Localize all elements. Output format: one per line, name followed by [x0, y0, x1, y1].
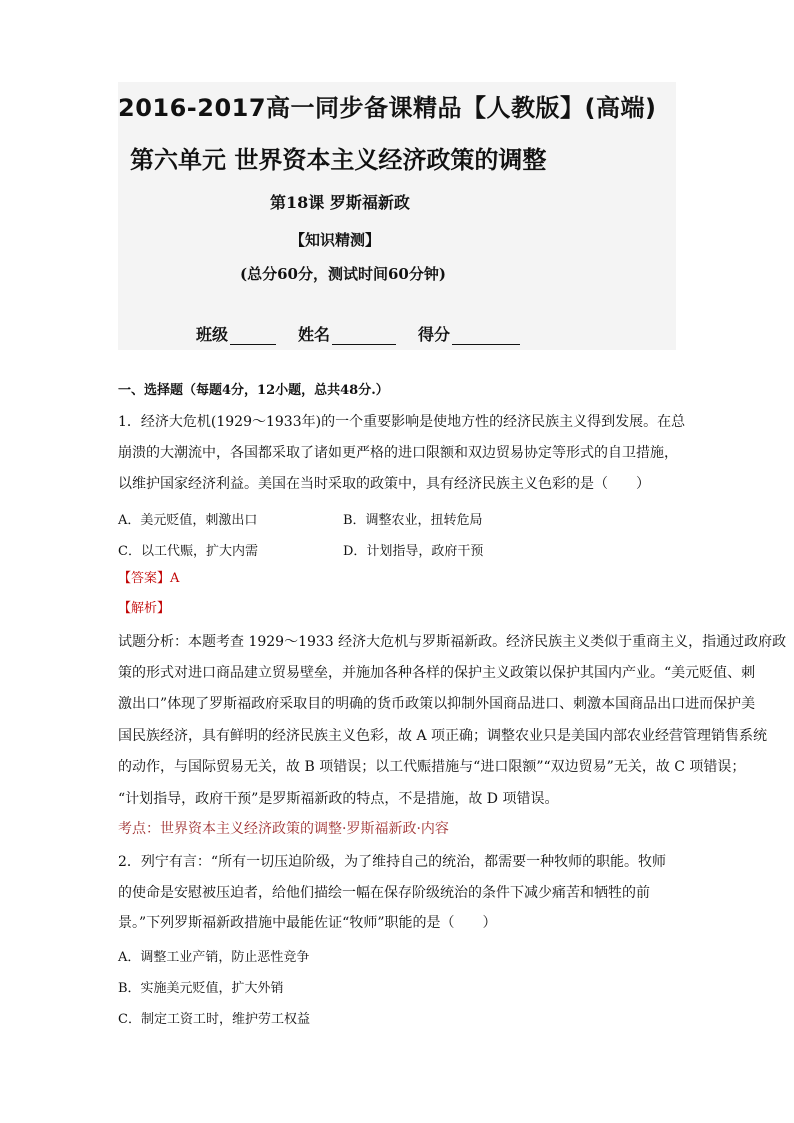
q2-line-3: 景。”下列罗斯福新政措施中最能佐证“牧师”职能的是（ ）: [118, 915, 497, 931]
q1-answer: 【答案】A: [118, 571, 180, 586]
q1-option-d: D．计划指导，政府干预: [343, 544, 484, 559]
score-info: (总分60分，测试时间60分钟): [240, 265, 446, 283]
q1-line-3: 以维护国家经济利益。美国在当时采取的政策中，具有经济民族主义色彩的是（ ）: [118, 476, 650, 492]
unit-title: 第六单元 世界资本主义经济政策的调整: [130, 146, 547, 174]
section-title: 一、选择题（每题4分，12小题，总共48分.）: [118, 383, 389, 398]
score-blank: [452, 328, 520, 345]
q1-line-1: 1．经济大危机(1929～1933年)的一个重要影响是使地方性的经济民族主义得到发展。在总: [118, 414, 686, 430]
score-label: 得分: [418, 325, 451, 344]
name-label: 姓名: [298, 325, 331, 344]
class-field: [196, 322, 276, 345]
q2-line-1: 2．列宁有言：“所有一切压迫阶级，为了维持自己的统治，都需要一种牧师的职能。牧师: [118, 854, 667, 870]
q2-option-a: A．调整工业产销，防止恶性竞争: [118, 950, 310, 965]
q2-option-b: B．实施美元贬值，扩大外销: [118, 981, 284, 996]
class-blank: [230, 328, 276, 345]
q1-analysis-line-6: “计划指导，政府干预”是罗斯福新政的特点，不是措施，故 D 项错误。: [118, 791, 559, 807]
q1-line-2: 崩溃的大潮流中，各国都采取了诸如更严格的进口限额和双边贸易协定等形式的自卫措施，: [118, 445, 678, 461]
q1-analysis-line-1: 试题分析：本题考查 1929～1933 经济大危机与罗斯福新政。经济民族主义类似于重商主义，指通过政府政: [118, 634, 787, 650]
series-title: 2016-2017高一同步备课精品【人教版】(高端): [118, 94, 657, 122]
q1-analysis-line-2: 策的形式对进口商品建立贸易壁垒，并施加各种各样的保护主义政策以保护其国内产业。“美元贬值、刺: [118, 665, 756, 681]
student-info-fields: [196, 322, 542, 345]
lesson-title: 第18课 罗斯福新政: [270, 193, 410, 212]
q1-kaodian: 考点：世界资本主义经济政策的调整·罗斯福新政·内容: [118, 821, 449, 837]
q1-analysis-line-3: 激出口”体现了罗斯福政府采取目的明确的货币政策以抑制外国商品进口、刺激本国商品出口进而保护美: [118, 696, 756, 712]
score-field: [418, 322, 520, 345]
q2-line-2: 的使命是安慰被压迫者，给他们描绘一幅在保存阶级统治的条件下减少痛苦和牺牲的前: [118, 885, 650, 901]
q1-analysis-line-4: 国民族经济，具有鲜明的经济民族主义色彩，故 A 项正确；调整农业只是美国内部农业经营管理销售系统: [118, 728, 768, 744]
name-blank: [332, 328, 396, 345]
q1-option-a: A．美元贬值，刺激出口: [118, 513, 258, 528]
q1-analysis-label: 【解析】: [118, 601, 171, 616]
q1-options-row-1: [118, 509, 483, 528]
q1-option-b: B．调整农业，扭转危局: [343, 513, 483, 528]
section-label: 【知识精测】: [290, 231, 381, 249]
q2-option-c: C．制定工资工时，维护劳工权益: [118, 1012, 310, 1027]
class-label: 班级: [196, 325, 229, 344]
q1-option-c: C．以工代赈，扩大内需: [118, 544, 258, 559]
q1-analysis-line-5: 的动作，与国际贸易无关，故 B 项错误；以工代赈措施与“进口限额”“双边贸易”无关，故 C 项错误；: [118, 759, 746, 775]
name-field: [298, 322, 396, 345]
q1-options-row-2: [118, 540, 484, 559]
